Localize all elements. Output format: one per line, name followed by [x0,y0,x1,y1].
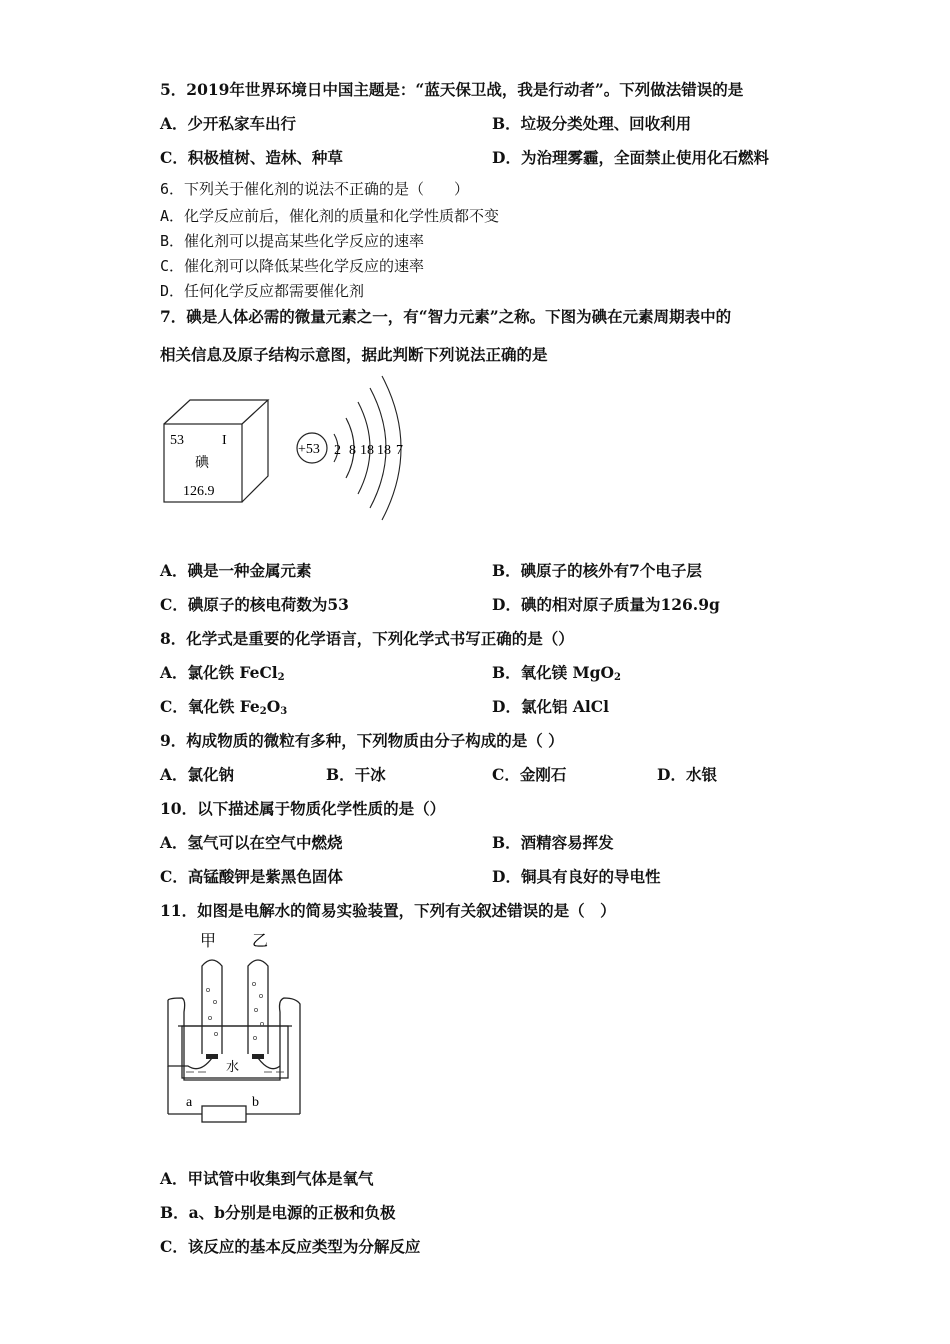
shell-count-1: 2 [334,443,341,458]
q8-option-b-sub: 2 [614,672,621,683]
q10-option-d: D．铜具有良好的导电性 [492,867,661,886]
q6-option-b: B．催化剂可以提高某些化学反应的速率 [160,232,425,250]
q6-option-c: C．催化剂可以降低某些化学反应的速率 [160,257,425,275]
q8-option-b [492,661,621,683]
q5-option-a: A．少开私家车出行 [160,114,297,133]
shell-count-5: 7 [396,443,403,458]
q9-option-d: D．水银 [657,765,717,784]
q8-option-a [160,661,285,683]
shell-count-2: 8 [349,443,356,458]
q5-option-b: B．垃圾分类处理、回收利用 [492,114,692,133]
q8-option-a-text: A．氯化铁 FeCl [160,663,278,682]
q8-option-c-sub2: 3 [280,706,288,717]
q5-stem: 5．2019年世界环境日中国主题是：“蓝天保卫战，我是行动者”。下列做法错误的是 [160,80,744,99]
q6-option-a: A．化学反应前后，催化剂的质量和化学性质都不变 [160,207,500,225]
q8-option-c-mid: O [266,697,281,716]
q7-option-b: B．碘原子的核外有7个电子层 [492,561,702,580]
wire-b [258,1058,280,1069]
gas-bubbles [206,982,263,1039]
tube-label-yi: 乙 [252,933,269,950]
element-symbol: I [222,433,227,448]
q7-stem-line2: 相关信息及原子结构示意图，据此判断下列说法正确的是 [160,345,548,364]
electrode-label-a: a [186,1095,193,1110]
q11-option-c: C．该反应的基本反应类型为分解反应 [160,1237,421,1256]
q9-option-c: C．金刚石 [492,765,567,784]
q5-option-d: D．为治理雾霾，全面禁止使用化石燃料 [492,148,769,167]
bubble [260,1022,263,1025]
q11-option-a: A．甲试管中收集到气体是氧气 [160,1169,374,1188]
electrode-a [206,1054,218,1059]
bubble [254,1008,257,1011]
q8-stem: 8．化学式是重要的化学语言，下列化学式书写正确的是（） [160,629,574,648]
shell-count-4: 18 [377,443,391,458]
q8-option-c-text: C．氧化铁 Fe [160,697,260,716]
bubble [208,1016,211,1019]
q8-option-c-sub1: 2 [259,706,267,717]
bubble [259,994,262,997]
q11-option-b: B．a、b分别是电源的正极和负极 [160,1203,396,1222]
q9-stem: 9．构成物质的微粒有多种，下列物质由分子构成的是（ ） [160,731,564,750]
q7-option-d: D．碘的相对原子质量为126.9g [492,595,720,614]
electrode-label-b: b [252,1095,259,1110]
bubble [253,1036,256,1039]
q7-option-c: C．碘原子的核电荷数为53 [160,595,349,614]
periodic-table-cell [164,400,268,502]
q10-stem: 10．以下描述属于物质化学性质的是（） [160,799,446,818]
q10-option-a: A．氢气可以在空气中燃烧 [160,833,343,852]
q5-option-c: C．积极植树、造林、种草 [160,148,343,167]
iodine-figure [158,372,428,522]
electrode-b [252,1054,264,1059]
power-source [202,1106,246,1122]
bubble [213,1000,216,1003]
q7-stem-line1: 7．碘是人体必需的微量元素之一，有“智力元素”之称。下图为碘在元素周期表中的 [160,307,732,326]
test-tube-jia [202,960,222,1054]
wire-a [168,1000,212,1069]
q8-option-d: D．氯化铝 AlCl [492,697,609,716]
test-tube-yi [248,960,268,1054]
tube-label-jia: 甲 [200,933,217,950]
water-label: 水 [226,1059,240,1074]
electrolysis-figure [160,926,310,1126]
q8-option-c [160,695,287,717]
atomic-number: 53 [170,433,184,448]
q8-option-b-text: B．氧化镁 MgO [492,663,614,682]
atomic-mass: 126.9 [183,484,215,499]
q11-stem: 11．如图是电解水的简易实验装置，下列有关叙述错误的是（ ） [160,901,616,920]
atom-structure [297,376,403,520]
q8-option-a-sub: 2 [277,672,285,683]
bubble [214,1032,217,1035]
bubble [252,982,255,985]
nucleus-charge: +53 [298,442,320,457]
q6-stem: 6．下列关于催化剂的说法不正确的是（ ） [160,180,470,198]
q10-option-b: B．酒精容易挥发 [492,833,614,852]
bubble [206,988,209,991]
q9-option-a: A．氯化钠 [160,765,235,784]
q10-option-c: C．高锰酸钾是紫黑色固体 [160,867,343,886]
q9-option-b: B．干冰 [326,765,386,784]
q7-option-a: A．碘是一种金属元素 [160,561,312,580]
q6-option-d: D．任何化学反应都需要催化剂 [160,282,365,300]
shell-count-3: 18 [360,443,374,458]
element-name: 碘 [195,456,209,471]
